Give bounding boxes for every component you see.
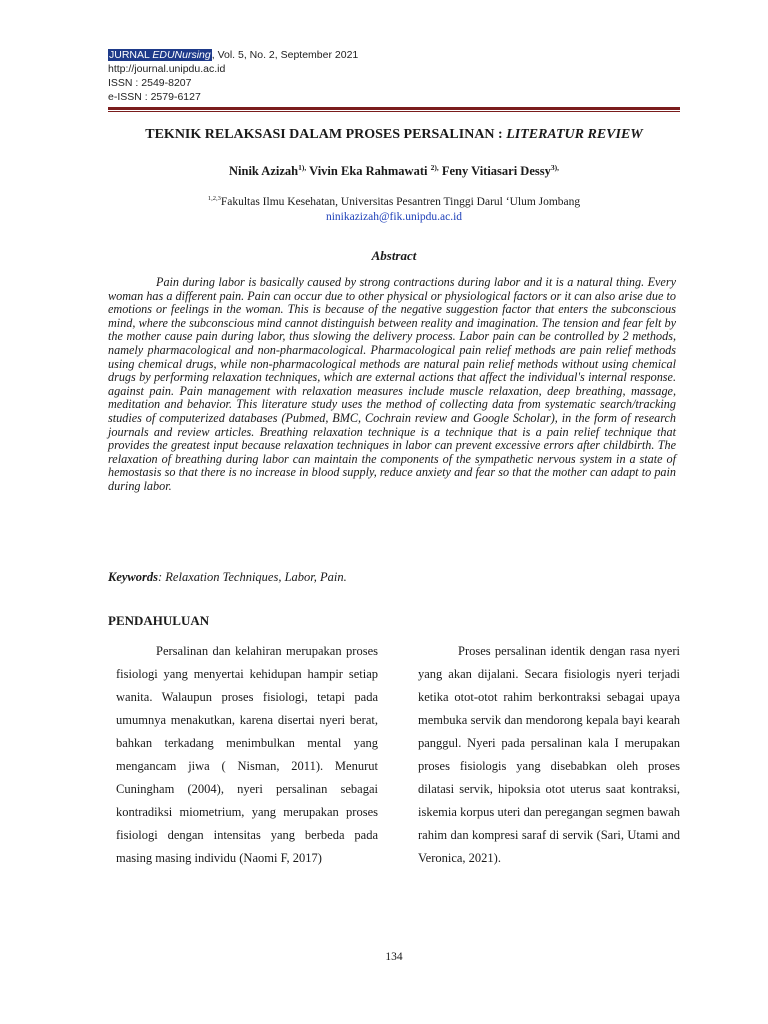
intro-right-paragraph: Proses persalinan identik dengan rasa nyeri yang akan dijalani. Secara fisiologis nyeri terjadi ketika otot-otot rahim berkontraksi sebagai upaya membuka servik dan mendorong kepala bayi kearah panggul. Nyeri pada persalinan kala I merupakan proses fisiologis yang disebabkan oleh proses dilatasi servik, hipoksia otot uterus saat kontraksi, iskemia korpus uteri dan peregangan segmen bawah rahim dan kompresi saraf di servik (Sari, Utami and Veronica, 2021).: [418, 644, 680, 865]
author-mark: 1),: [298, 163, 307, 172]
journal-volume: , Vol. 5, No. 2, September 2021: [211, 49, 359, 61]
journal-citation-line: [108, 48, 358, 62]
author-list: [108, 163, 680, 179]
author-name: Feny Vitiasari Dessy: [438, 164, 551, 179]
abstract-body: Pain during labor is basically caused by strong contractions during labor and it is a natural thing. Every woman has a different pain. Pain can occur due to other physical or physiological factors or it can also arise due to emotions or feelings in the woman. This is because of the negative suggestion factor that enters the subconscious mind, where the subconscious mind cannot distinguish between reality and imagination. The tension and fear felt by the mother cause pain during labor, thus slowing the delivery process. Labor pain can be controlled by 2 methods, namely pharmacological and non-pharmacological. Pharmacological pain relief methods are pain relief methods using chemical drugs, while non-pharmacological methods are natural pain relief methods without using chemical drugs by performing relaxation techniques, which are external actions that affect the individual's internal response. against pain. Pain management with relaxation measures include muscle relaxation, deep breathing, massage, meditation and behavior. This literature study uses the method of collecting data from systematic search/tracking studies of computerized databases (Pubmed, BMC, Cochrain review and Google Scholar), in the form of research journals and review articles. Breathing relaxation technique is a technique that is a pain relief technique that provides the greatest input because relaxation techniques in labor can prevent excessive errors after childbirth. The relaxation of breathing during labor can maintain the components of the sympathetic nervous system in a state of hemostasis so that there is no increase in blood supply, reduce anxiety and fear so that the mother can adapt to pain during labor.: [108, 275, 676, 493]
page-number: 134: [385, 951, 403, 963]
section-heading: PENDAHULUAN: [108, 613, 210, 628]
author-mark: 2),: [430, 163, 439, 172]
affiliation-block: [108, 191, 680, 225]
journal-issn: ISSN : 2549-8207: [108, 77, 192, 89]
abstract-heading: Abstract: [371, 248, 417, 263]
affiliation-text: Fakultas Ilmu Kesehatan, Universitas Pesantren Tinggi Darul ‘Ulum Jombang: [220, 195, 581, 208]
author-email: ninikazizah@fik.unipdu.ac.id: [325, 210, 463, 223]
journal-url: http://journal.unipdu.ac.id: [108, 63, 226, 75]
keywords-text: : Relaxation Techniques, Labor, Pain.: [158, 570, 347, 584]
header-divider-thin: [108, 111, 680, 112]
paper-title-main: TEKNIK RELAKSASI DALAM PROSES PERSALINAN :: [145, 127, 507, 142]
author-name: Vivin Eka Rahmawati: [306, 164, 431, 179]
keywords-label: Keywords: [108, 570, 158, 584]
header-divider-thick: [108, 107, 680, 110]
journal-name: EDUNursing: [152, 49, 211, 61]
intro-left-paragraph: Persalinan dan kelahiran merupakan proses fisiologi yang menyertai kehidupan hampir setiap wanita. Walaupun proses fisiologi, tetapi pada umumnya menakutkan, karena disertai nyeri berat, bahkan terkadang menimbulkan mental yang mengancam jiwa ( Nisman, 2011). Menurut Cuningham (2004), nyeri persalinan sebagai kontradiksi miometrium, yang merupakan proses fisiologi dengan intensitas yang berbeda pada masing masing individu (Naomi F, 2017): [116, 644, 378, 865]
paper-title: [108, 127, 680, 143]
journal-name-highlight: [108, 49, 212, 61]
journal-prefix: JURNAL: [109, 49, 153, 61]
keywords-line: [108, 570, 680, 585]
paper-title-italic: LITERATUR REVIEW: [506, 127, 643, 142]
journal-header: [108, 48, 358, 104]
journal-eissn: e-ISSN : 2579-6127: [108, 91, 201, 103]
affiliation-mark: 1,2,3: [207, 195, 221, 202]
author-mark: 3),: [550, 163, 559, 172]
author-name: Ninik Azizah: [229, 164, 299, 179]
affiliation-line: [108, 191, 680, 210]
